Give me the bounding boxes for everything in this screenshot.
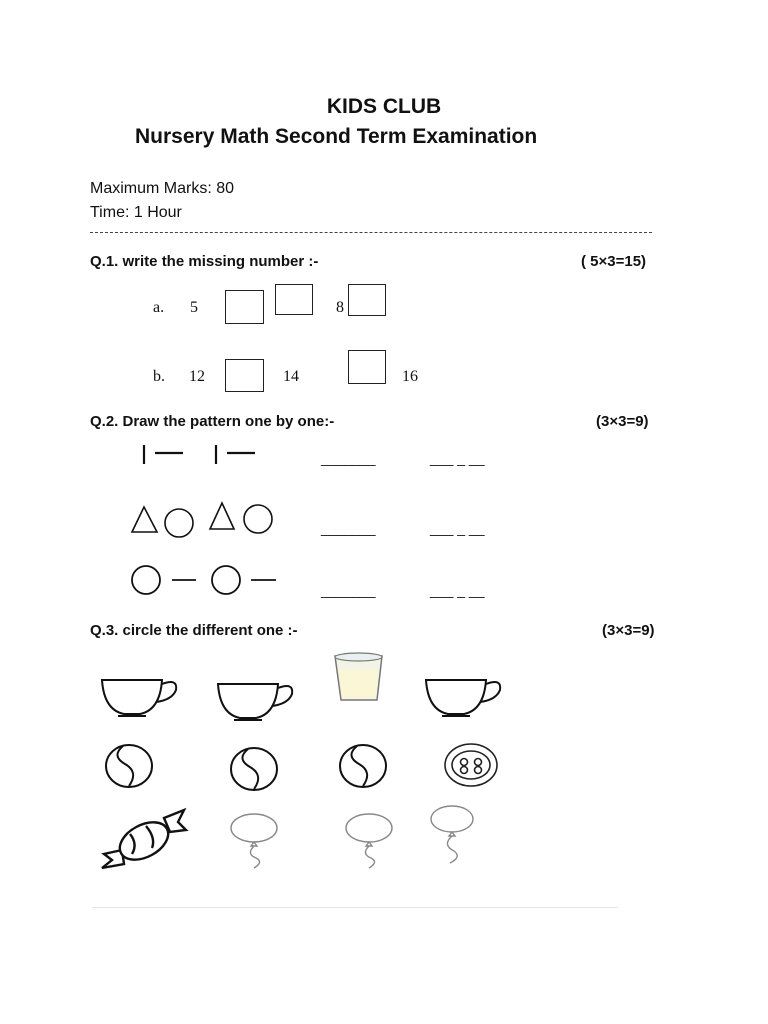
row-a-number-2: 8 xyxy=(336,299,344,316)
pattern-blank[interactable]: ___ _ __ xyxy=(430,450,485,466)
question-3: Q.3. circle the different one :- xyxy=(90,622,298,639)
button-icon[interactable] xyxy=(442,741,500,789)
row-b-number-1: 12 xyxy=(189,368,205,385)
question-1-marks: ( 5×3=15) xyxy=(581,253,647,270)
ball-icon[interactable] xyxy=(337,742,389,790)
question-3-marks: (3×3=9) xyxy=(602,622,655,639)
pattern-blank[interactable]: _______ xyxy=(321,450,376,466)
row-a-number-1: 5 xyxy=(190,299,198,316)
ball-icon[interactable] xyxy=(103,742,155,790)
pattern-blank[interactable]: ___ _ __ xyxy=(430,582,485,598)
pattern-blank[interactable]: _______ xyxy=(321,520,376,536)
pattern-blank[interactable]: _______ xyxy=(321,582,376,598)
row-a-label: a. xyxy=(153,299,165,316)
cup-icon[interactable] xyxy=(100,676,182,718)
pattern-blank[interactable]: ___ _ __ xyxy=(430,520,485,536)
row-b-number-3: 16 xyxy=(402,368,418,385)
glass-of-milk-icon[interactable] xyxy=(333,652,385,704)
exam-school-title: KIDS CLUB xyxy=(326,95,442,118)
balloon-icon[interactable] xyxy=(343,812,399,872)
maximum-marks: Maximum Marks: 80 xyxy=(90,180,235,197)
row-b-number-2: 14 xyxy=(283,368,299,385)
cup-icon[interactable] xyxy=(216,680,298,722)
question-2: Q.2. Draw the pattern one by one:- xyxy=(90,413,335,430)
time-limit: Time: 1 Hour xyxy=(90,204,182,221)
cup-icon[interactable] xyxy=(424,676,506,718)
balloon-icon[interactable] xyxy=(228,812,284,872)
exam-title: Nursery Math Second Term Examination xyxy=(135,125,538,148)
balloon-icon[interactable] xyxy=(428,805,484,867)
ball-icon[interactable] xyxy=(228,745,280,793)
question-1: Q.1. write the missing number :- xyxy=(90,253,319,270)
candy-icon[interactable] xyxy=(100,808,188,870)
question-2-marks: (3×3=9) xyxy=(596,413,649,430)
row-b-label: b. xyxy=(153,368,165,385)
page-bottom-rule xyxy=(92,907,618,908)
